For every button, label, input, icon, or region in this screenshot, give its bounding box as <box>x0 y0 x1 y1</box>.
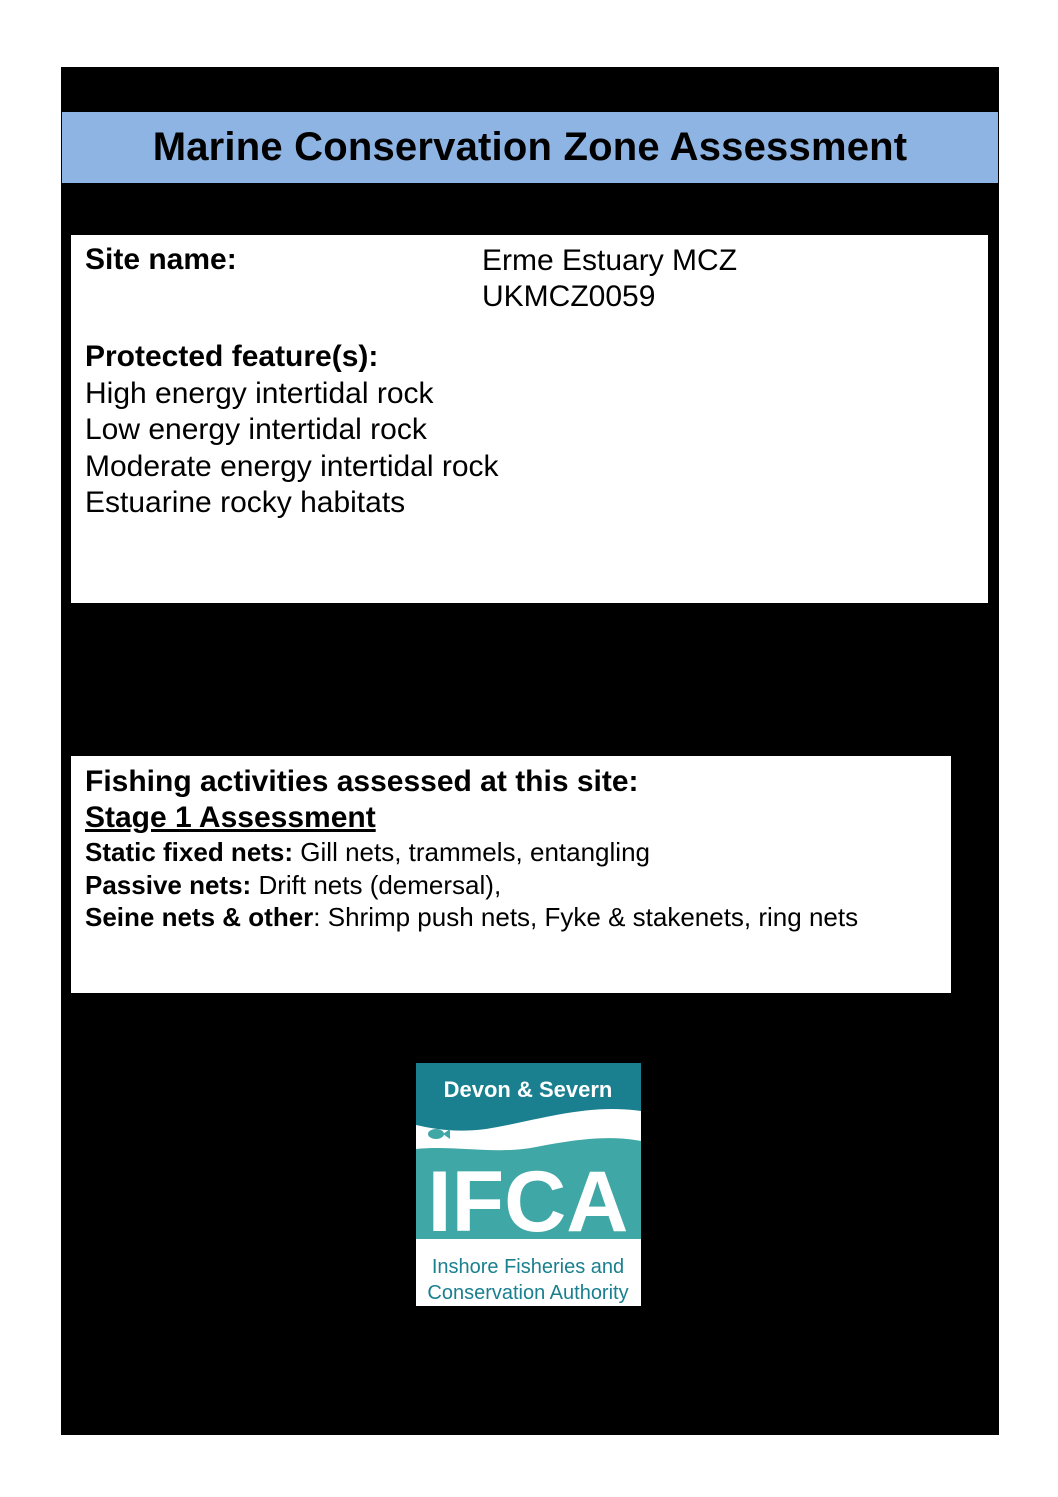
site-code: UKMCZ0059 <box>482 280 656 313</box>
protected-features <box>85 339 988 522</box>
site-name-line1: Erme Estuary MCZ <box>482 244 738 277</box>
fishing-activities-box <box>71 756 951 993</box>
ifca-logo <box>416 1063 641 1306</box>
feature-item: Low energy intertidal rock <box>85 413 427 446</box>
page-title: Marine Conservation Zone Assessment <box>152 125 908 169</box>
site-name-value <box>482 243 737 315</box>
ifca-logo-graphic <box>416 1063 641 1306</box>
stage-heading: Stage 1 Assessment <box>85 801 376 834</box>
activity-label: Seine nets & other <box>85 902 314 932</box>
activity-value: : Shrimp push nets, Fyke & stakenets, ring nets <box>313 902 859 932</box>
site-info-box <box>71 235 988 603</box>
logo-top-text: Devon & Severn <box>443 1077 613 1102</box>
activity-value: Gill nets, trammels, entangling <box>293 837 650 867</box>
activity-value: Drift nets (demersal), <box>251 869 502 900</box>
activity-passive-nets <box>85 869 951 902</box>
activity-seine-nets <box>85 901 951 934</box>
feature-item: High energy intertidal rock <box>85 376 434 410</box>
activity-static-fixed-nets <box>85 836 951 869</box>
logo-line1: Inshore Fisheries and <box>431 1256 625 1278</box>
site-name-row <box>85 235 988 317</box>
protected-features-heading: Protected feature(s): <box>85 340 379 373</box>
logo-acronym: IFCA <box>427 1154 629 1250</box>
logo-line2: Conservation Authority <box>427 1282 629 1304</box>
fishing-heading: Fishing activities assessed at this site: <box>85 765 639 798</box>
feature-item: Estuarine rocky habitats <box>85 486 406 519</box>
site-name-label: Site name: <box>85 243 237 276</box>
activity-label: Passive nets: <box>85 869 252 900</box>
activity-label: Static fixed nets: <box>85 837 294 867</box>
title-banner <box>62 112 998 183</box>
feature-item: Moderate energy intertidal rock <box>85 449 499 483</box>
